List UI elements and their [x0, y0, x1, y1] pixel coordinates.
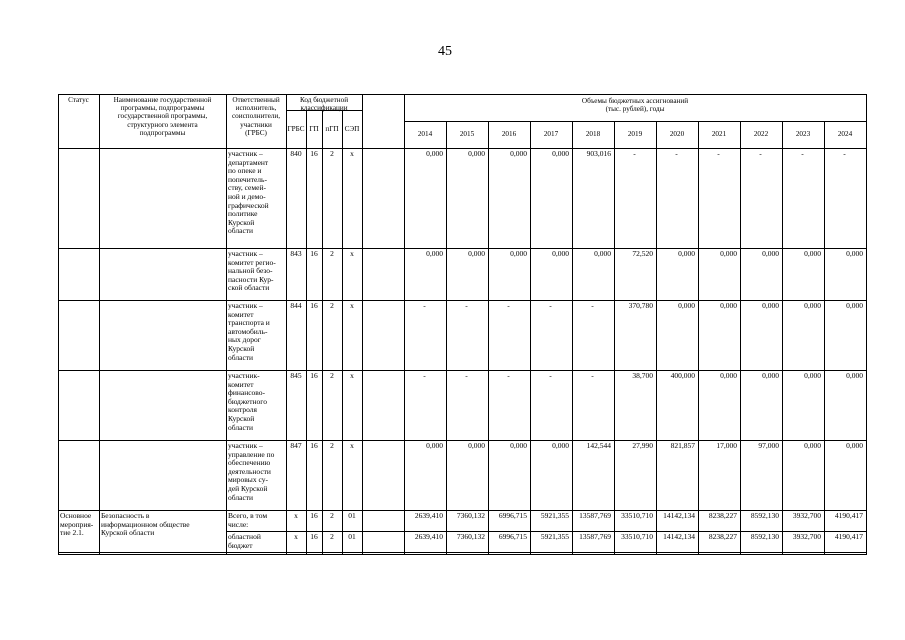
table-rule [306, 110, 307, 555]
row-value: 0,000 [510, 149, 527, 158]
table-rule [322, 110, 323, 555]
header-year: 2018 [585, 130, 601, 138]
row-value: - [423, 301, 426, 310]
row-value: 3932,700 [792, 532, 821, 541]
row-value: 0,000 [552, 149, 569, 158]
row-value: 0,000 [468, 149, 485, 158]
header-year: 2014 [417, 130, 433, 138]
row-value: 72,520 [632, 249, 653, 258]
row-value: 0,000 [762, 371, 779, 380]
table-rule [226, 94, 227, 555]
header-year: 2020 [669, 130, 685, 138]
row-value: 2639,410 [414, 532, 443, 541]
header-year: 2016 [501, 130, 517, 138]
row-value: 0,000 [846, 301, 863, 310]
row-value: - [801, 149, 804, 158]
row-value: 8238,227 [708, 511, 737, 520]
row-value: 0,000 [426, 149, 443, 158]
row-value: - [717, 149, 720, 158]
row-executor: участник – управление по обеспечению деятельности мировых су- дей Курской области [228, 441, 275, 502]
row-code: 2 [330, 532, 334, 541]
row-value: - [675, 149, 678, 158]
row-code: 847 [290, 441, 302, 450]
header-code-col: ГРБС [287, 125, 305, 133]
row-code: х [350, 371, 354, 380]
row-value: 13587,769 [579, 532, 611, 541]
row-value: - [423, 371, 426, 380]
row-value: - [465, 371, 468, 380]
header-year: 2021 [711, 130, 727, 138]
row-value: 0,000 [720, 249, 737, 258]
row-value: 0,000 [552, 441, 569, 450]
header-code-col: пГП [325, 125, 339, 133]
table-rule [404, 121, 867, 122]
row-value: 0,000 [762, 301, 779, 310]
row-value: 33510,710 [621, 532, 653, 541]
table-rule [614, 121, 615, 555]
row-code: 2 [330, 371, 334, 380]
table-rule [58, 300, 867, 301]
table-rule [362, 94, 363, 555]
row-executor: участник – департамент по опеке и попечитель- ству, семей- ной и демо- графической политике Курской области [228, 149, 269, 236]
table-rule [446, 121, 447, 555]
row-code: 01 [348, 532, 356, 541]
header-volume-group: Объемы бюджетных ассигнований (тыс. рублей), годы [581, 97, 689, 114]
row-code: х [294, 511, 298, 520]
row-value: 8238,227 [708, 532, 737, 541]
table-rule [782, 121, 783, 555]
row-code: 16 [310, 441, 318, 450]
row-value: 0,000 [510, 249, 527, 258]
table-rule [58, 94, 59, 555]
row-value: 38,700 [632, 371, 653, 380]
row-value: 0,000 [678, 249, 695, 258]
header-year: 2022 [753, 130, 769, 138]
row-code: х [350, 301, 354, 310]
table-rule [740, 121, 741, 555]
header-year: 2024 [837, 130, 853, 138]
row-code: 2 [330, 511, 334, 520]
header-year: 2023 [795, 130, 811, 138]
row-value: - [843, 149, 846, 158]
row-value: - [507, 371, 510, 380]
row-value: 142,544 [586, 441, 611, 450]
row-executor: участник – комитет регио- нальной безо- пасности Кур- ской области [228, 249, 276, 293]
row-value: - [465, 301, 468, 310]
row-value: 13587,769 [579, 511, 611, 520]
row-value: 0,000 [804, 301, 821, 310]
row-value: 0,000 [846, 441, 863, 450]
row-value: 14142,134 [663, 532, 695, 541]
row-value: 2639,410 [414, 511, 443, 520]
table-rule [824, 121, 825, 555]
row-code: х [350, 249, 354, 258]
row-value: 0,000 [510, 441, 527, 450]
row-value: 7360,132 [456, 532, 485, 541]
header-year: 2017 [543, 130, 559, 138]
row-code: х [294, 532, 298, 541]
row-value: - [507, 301, 510, 310]
row-code: 844 [290, 301, 302, 310]
row-value: 27,990 [632, 441, 653, 450]
header-code-col: СЭП [344, 125, 360, 133]
table-rule [530, 121, 531, 555]
row-code: х [350, 149, 354, 158]
row-value: - [591, 371, 594, 380]
row-value: 8592,130 [750, 532, 779, 541]
row-executor: участник – комитет транспорта и автомобиль- ных дорог Курской области [228, 301, 270, 362]
row-value: - [591, 301, 594, 310]
row-value: 903,016 [586, 149, 611, 158]
row-code: 16 [310, 532, 318, 541]
row-value: 0,000 [762, 249, 779, 258]
table-rule [656, 121, 657, 555]
row-value: 0,000 [804, 249, 821, 258]
row-value: - [549, 371, 552, 380]
table-rule [404, 94, 405, 555]
header-name: Наименование государственной программы, подпрограммы государственной программы, структурного элемента подпрограммы [113, 96, 212, 137]
header-code-group: Код бюджетной классификации [299, 96, 349, 113]
table-rule [866, 94, 867, 555]
row-value: 6996,715 [498, 511, 527, 520]
row-value: 14142,134 [663, 511, 695, 520]
row-value: 5921,355 [540, 511, 569, 520]
table-rule [99, 94, 100, 555]
row-value: 33510,710 [621, 511, 653, 520]
row-value: 97,000 [758, 441, 779, 450]
row-value: 0,000 [426, 249, 443, 258]
row-value: 17,000 [716, 441, 737, 450]
row-value: 0,000 [846, 249, 863, 258]
row-code: 2 [330, 149, 334, 158]
row-value: 821,857 [670, 441, 695, 450]
row-value: - [759, 149, 762, 158]
row-code: 845 [290, 371, 302, 380]
page-number: 45 [438, 44, 452, 59]
row-name: Безопасность в информационном обществе Курской области [101, 511, 190, 538]
row-status: Основное мероприя- тие 2.1. [60, 511, 94, 538]
header-status: Статус [68, 96, 89, 104]
row-value: 400,000 [670, 371, 695, 380]
row-value: 6996,715 [498, 532, 527, 541]
table-rule [58, 554, 867, 555]
row-value: - [633, 149, 636, 158]
row-value: 0,000 [678, 301, 695, 310]
row-code: 16 [310, 371, 318, 380]
table-rule [58, 248, 867, 249]
row-value: 0,000 [552, 249, 569, 258]
row-value: 8592,130 [750, 511, 779, 520]
row-value: 0,000 [594, 249, 611, 258]
row-value: - [549, 301, 552, 310]
table-rule [58, 440, 867, 441]
row-value: 0,000 [804, 371, 821, 380]
row-code: х [350, 441, 354, 450]
row-code: 16 [310, 149, 318, 158]
table-rule [698, 121, 699, 555]
header-executor: Ответственный исполнитель, соисполнители, участники (ГРБС) [231, 96, 280, 137]
row-code: 2 [330, 441, 334, 450]
row-executor: Всего, в том числе: [228, 511, 268, 529]
row-value: 0,000 [468, 441, 485, 450]
header-year: 2015 [459, 130, 475, 138]
header-code-col: ГП [309, 125, 319, 133]
table-rule [286, 94, 287, 555]
row-value: 7360,132 [456, 511, 485, 520]
table-rule [58, 552, 867, 553]
row-code: 16 [310, 249, 318, 258]
header-year: 2019 [627, 130, 643, 138]
row-value: 4190,417 [834, 511, 863, 520]
row-value: 5921,355 [540, 532, 569, 541]
row-executor: областной бюджет [228, 532, 261, 550]
row-value: 0,000 [720, 301, 737, 310]
row-code: 2 [330, 301, 334, 310]
row-value: 0,000 [720, 371, 737, 380]
table-rule [488, 121, 489, 555]
table-rule [58, 148, 867, 149]
row-value: 3932,700 [792, 511, 821, 520]
row-code: 2 [330, 249, 334, 258]
row-code: 16 [310, 511, 318, 520]
table-rule [342, 110, 343, 555]
row-code: 840 [290, 149, 302, 158]
table-rule [58, 94, 867, 95]
table-rule [572, 121, 573, 555]
row-code: 16 [310, 301, 318, 310]
row-value: 4190,417 [834, 532, 863, 541]
row-value: 0,000 [468, 249, 485, 258]
row-value: 0,000 [426, 441, 443, 450]
row-value: 0,000 [846, 371, 863, 380]
row-value: 370,780 [628, 301, 653, 310]
table-rule [58, 370, 867, 371]
row-value: 0,000 [804, 441, 821, 450]
row-code: 843 [290, 249, 302, 258]
row-code: 01 [348, 511, 356, 520]
row-executor: участник- комитет финансово- бюджетного контроля Курской области [228, 371, 267, 432]
